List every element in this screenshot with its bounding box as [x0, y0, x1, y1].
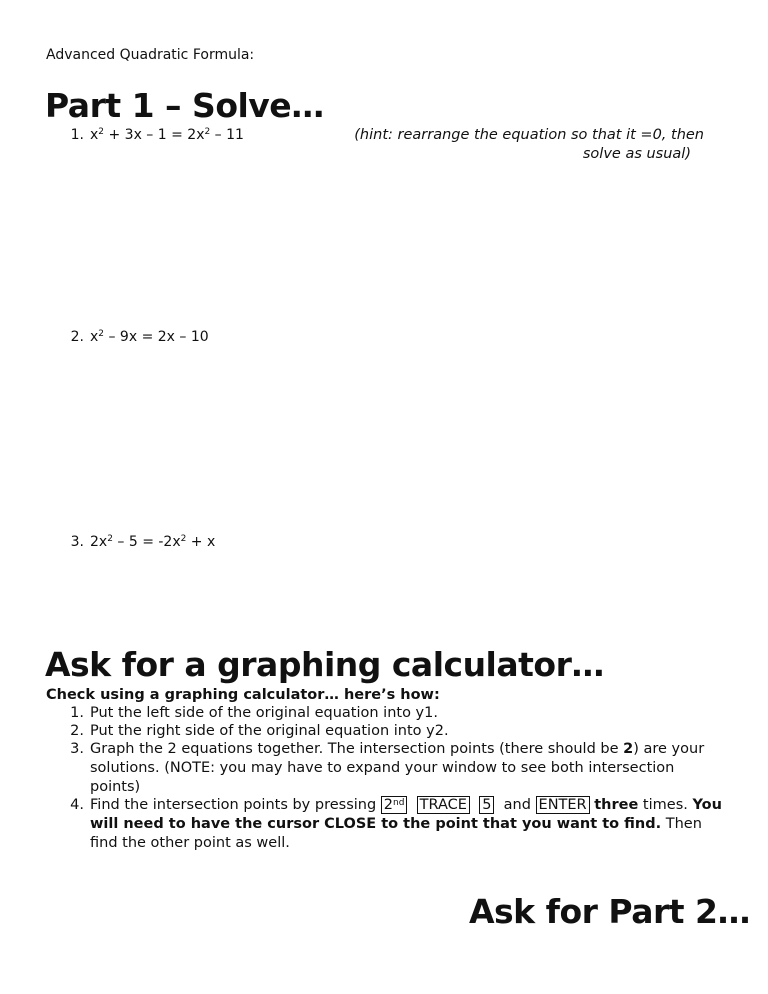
- step-2: [64, 722, 724, 741]
- document-title: Advanced Quadratic Formula:: [46, 47, 255, 63]
- step-1: [64, 704, 724, 723]
- problem-2-equation: $x^2 - 9x = 2x - 10$: [90, 329, 209, 345]
- part2-heading: Ask for Part 2…: [469, 892, 750, 931]
- step-2-number: 2.: [70, 723, 84, 739]
- part1-heading: Part 1 – Solve…: [45, 86, 324, 125]
- step-3-text: Graph the 2 equations together. The intersection points (there should be 2) are your solutions. (NOTE: you may have to expand your window to see both intersection points): [90, 741, 705, 795]
- problem-2-number: 2.: [70, 329, 84, 345]
- problem-2: [64, 328, 344, 347]
- step-4-number: 4.: [70, 797, 84, 813]
- problem-3-number: 3.: [70, 534, 84, 550]
- problem-1-equation: $x^2 + 3x - 1 = 2x^2 - 11$: [90, 127, 244, 143]
- step-4-text: Find the intersection points by pressing 2nd TRACE 5 and ENTER three times. You will need to have the cursor CLOSE to the point that you want to find. Then find the other point as well.: [90, 797, 722, 851]
- step-3: [64, 740, 724, 797]
- five-key: 5: [479, 796, 494, 814]
- problem-3: [64, 533, 344, 552]
- hint-line-2: solve as usual): [582, 146, 691, 162]
- step-1-number: 1.: [70, 705, 84, 721]
- hint-line-1: (hint: rearrange the equation so that it =0, then: [354, 127, 704, 143]
- step-4: [64, 796, 724, 853]
- calculator-subheading: Check using a graphing calculator… here’s how:: [46, 687, 440, 703]
- step-3-number: 3.: [70, 741, 84, 757]
- problem-1: [64, 126, 344, 145]
- second-key: 2nd: [381, 796, 408, 814]
- trace-key: TRACE: [417, 796, 470, 814]
- problem-3-equation: $2x^2 - 5 = -2x^2 + x$: [90, 534, 216, 550]
- enter-key: ENTER: [536, 796, 590, 814]
- step-2-text: Put the right side of the original equation into y2.: [90, 723, 449, 739]
- problem-1-number: 1.: [70, 127, 84, 143]
- step-1-text: Put the left side of the original equation into y1.: [90, 705, 438, 721]
- calculator-heading: Ask for a graphing calculator…: [45, 645, 604, 684]
